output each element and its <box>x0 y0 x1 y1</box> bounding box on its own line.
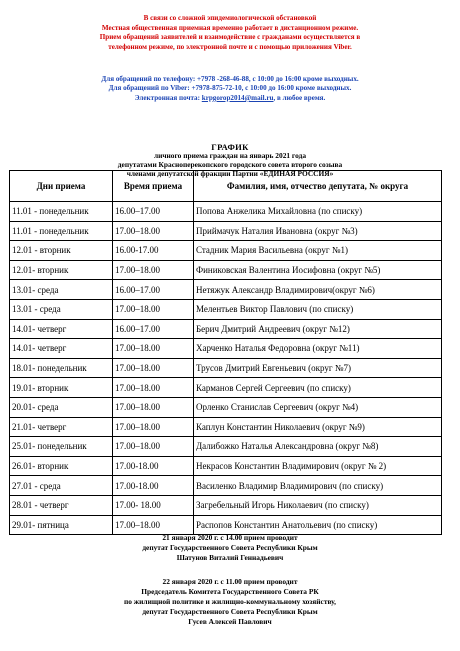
table-row <box>10 358 442 378</box>
email-contact <box>20 94 440 103</box>
email-link[interactable]: krpgorop2014@mail.ru <box>201 93 274 102</box>
table-header-row <box>10 171 442 202</box>
table-row <box>10 260 442 280</box>
contacts-block <box>20 75 440 103</box>
table-row <box>10 319 442 339</box>
footer-line: 21 января 2020 г. с 14.00 прием проводит <box>162 533 298 542</box>
cell-time: 17.00–18.00 <box>113 260 194 280</box>
cell-time: 17.00-18.00 <box>113 456 194 476</box>
title-line: личного приема граждан на январь 2021 года <box>153 150 307 160</box>
notice-line: Местная общественная приемная временно работает в дистанционном режиме. <box>101 23 359 32</box>
table-row <box>10 456 442 476</box>
cell-deputy: Загребельный Игорь Николаевич (по списку) <box>194 495 442 515</box>
column-header-time: Время приема <box>113 171 194 202</box>
footer-note-2 <box>20 577 440 627</box>
cell-day: 26.01- вторник <box>10 456 113 476</box>
cell-deputy: Далибожко Наталья Александровна (округ №8) <box>194 437 442 457</box>
cell-time: 17.00-18.00 <box>113 476 194 496</box>
notice-line: В связи со сложной эпидемиологической обстановкой <box>143 14 317 22</box>
table-row <box>10 339 442 359</box>
cell-deputy: Некрасов Константин Владимирович (округ № 2) <box>194 456 442 476</box>
cell-day: 12.01- вторник <box>10 260 113 280</box>
phone-contact: Для обращений по телефону: +7978 -268-46-88, с 10:00 до 16:00 кроме выходных. <box>101 75 359 83</box>
cell-deputy: Карманов Сергей Сергеевич (по списку) <box>194 378 442 398</box>
cell-time: 17.00–18.00 <box>113 358 194 378</box>
footer-line: депутат Государственного Совета Республики Крым <box>142 543 318 552</box>
title-line: членами депутатской фракции Партии «ЕДИНАЯ РОССИЯ» <box>126 168 334 178</box>
title-line: депутатами Красноперекопского городского совета второго созыва <box>117 159 343 169</box>
cell-day: 11.01 - понедельник <box>10 221 113 241</box>
schedule-body <box>10 202 442 535</box>
column-header-deputy: Фамилия, имя, отчество депутата, № округа <box>194 171 442 202</box>
cell-deputy: Орленко Станислав Сергеевич (округ №4) <box>194 397 442 417</box>
table-row <box>10 202 442 222</box>
table-row <box>10 515 442 535</box>
cell-time: 17.00–18.00 <box>113 397 194 417</box>
cell-deputy: Распопов Константин Анатольевич (по списку) <box>194 515 442 535</box>
cell-day: 12.01 - вторник <box>10 241 113 261</box>
table-row <box>10 397 442 417</box>
cell-day: 18.01- понедельник <box>10 358 113 378</box>
schedule-table <box>9 170 442 535</box>
cell-time: 16.00–17.00 <box>113 202 194 222</box>
table-row <box>10 280 442 300</box>
cell-deputy: Трусов Дмитрий Евгеньевич (округ №7) <box>194 358 442 378</box>
cell-time: 16.00–17.00 <box>113 280 194 300</box>
notice-line: телефонном режиме, по электронной почте и с помощью приложения Viber. <box>108 42 352 51</box>
cell-time: 17.00–18.00 <box>113 339 194 359</box>
cell-deputy: Нетяжук Александр Владимирович(округ №6) <box>194 280 442 300</box>
footer-line: по жилищной политике и жилищно-коммунальному хозяйству, <box>124 597 336 606</box>
cell-time: 16.00–17.00 <box>113 319 194 339</box>
email-prefix: Электронная почта: <box>134 93 200 102</box>
cell-deputy: Попова Анжелика Михайловна (по списку) <box>194 202 442 222</box>
cell-time: 17.00–18.00 <box>113 515 194 535</box>
footer-line: 22 января 2020 г. с 11.00 прием проводит <box>162 577 298 586</box>
table-row <box>10 241 442 261</box>
cell-day: 11.01 - понедельник <box>10 202 113 222</box>
notice-line: Прием обращений заявителей и взаимодействие с гражданами осуществляется в <box>99 33 361 42</box>
cell-day: 25.01- понедельник <box>10 437 113 457</box>
cell-day: 14.01- четверг <box>10 319 113 339</box>
table-row <box>10 437 442 457</box>
cell-day: 28.01 - четверг <box>10 495 113 515</box>
email-suffix: , в любое время. <box>273 93 326 102</box>
cell-deputy: Стадник Мария Васильевна (округ №1) <box>194 241 442 261</box>
cell-time: 17.00–18.00 <box>113 299 194 319</box>
table-row <box>10 299 442 319</box>
footer-line: депутат Государственного Совета Республики Крым <box>142 607 318 616</box>
table-row <box>10 378 442 398</box>
cell-day: 21.01- четверг <box>10 417 113 437</box>
cell-day: 13.01- среда <box>10 280 113 300</box>
table-row <box>10 495 442 515</box>
footer-line: Шатунов Виталий Геннадьевич <box>176 553 284 562</box>
cell-time: 16.00-17.00 <box>113 241 194 261</box>
table-row <box>10 476 442 496</box>
title-heading: ГРАФИК <box>211 142 249 152</box>
footer-line: Председатель Комитета Государственного Совета РК <box>141 587 319 596</box>
cell-deputy: Василенко Владимир Владимирович (по списку) <box>194 476 442 496</box>
footer-line: Гусев Алексей Павлович <box>188 617 272 626</box>
notice-block <box>20 14 440 52</box>
cell-deputy: Берич Дмитрий Андреевич (округ №12) <box>194 319 442 339</box>
cell-time: 17.00–18.00 <box>113 221 194 241</box>
table-row <box>10 221 442 241</box>
cell-day: 14.01- четверг <box>10 339 113 359</box>
cell-day: 27.01 - среда <box>10 476 113 496</box>
cell-time: 17.00–18.00 <box>113 437 194 457</box>
table-row <box>10 417 442 437</box>
cell-deputy: Приймачук Наталия Ивановна (округ №3) <box>194 221 442 241</box>
cell-day: 20.01- среда <box>10 397 113 417</box>
cell-deputy: Финиковская Валентина Иосифовна (округ №5) <box>194 260 442 280</box>
cell-deputy: Каплун Константин Николаевич (округ №9) <box>194 417 442 437</box>
cell-day: 13.01 - среда <box>10 299 113 319</box>
column-header-days: Дни приема <box>10 171 113 202</box>
cell-deputy: Мелентьев Виктор Павлович (по списку) <box>194 299 442 319</box>
footer-note-1 <box>20 533 440 563</box>
cell-day: 19.01- вторник <box>10 378 113 398</box>
cell-time: 17.00–18.00 <box>113 378 194 398</box>
cell-time: 17.00–18.00 <box>113 417 194 437</box>
viber-contact: Для обращений по Viber: +7978-875-72-10, с 10:00 до 16:00 кроме выходных. <box>108 84 352 93</box>
cell-deputy: Харченко Наталья Федоровна (округ №11) <box>194 339 442 359</box>
cell-day: 29.01- пятница <box>10 515 113 535</box>
cell-time: 17.00- 18.00 <box>113 495 194 515</box>
